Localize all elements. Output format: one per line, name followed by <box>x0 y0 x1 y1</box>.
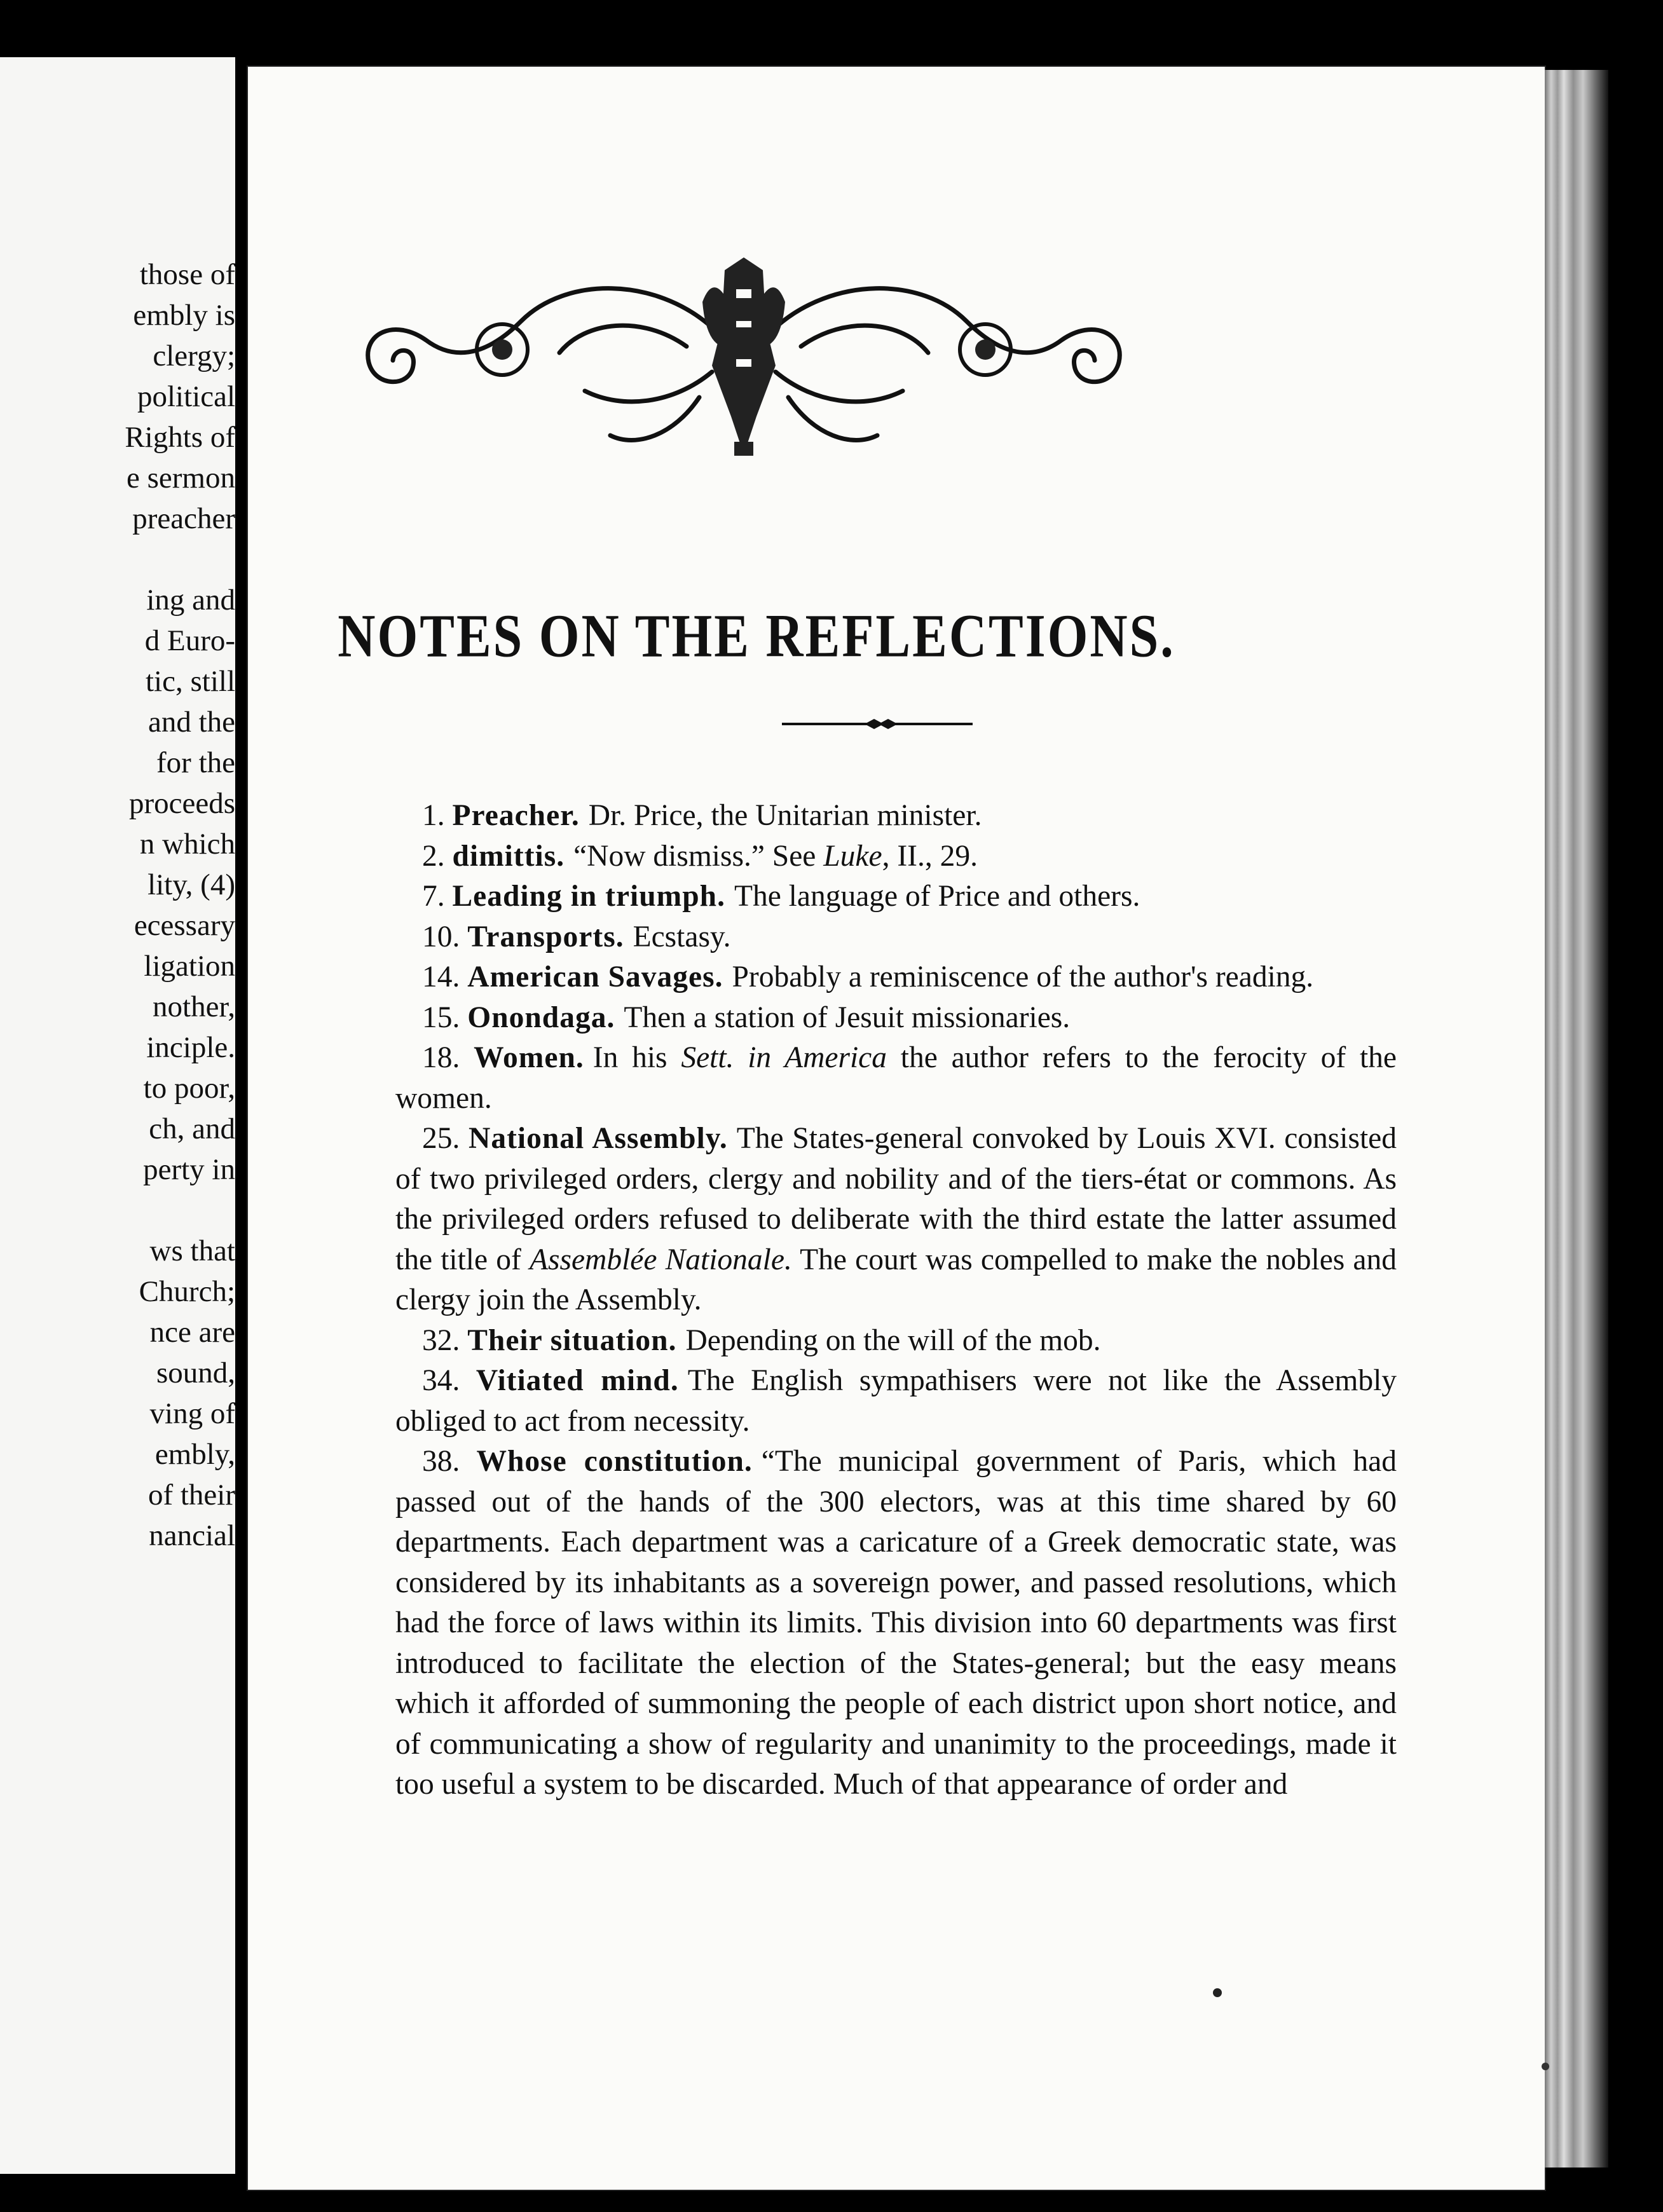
note-text: Probably a reminiscence of the author's reading. <box>732 960 1314 993</box>
note-num: 25. <box>422 1122 460 1155</box>
facing-page-line: embly, <box>154 1438 235 1471</box>
facing-page-line: proceeds <box>128 787 235 820</box>
facing-page-line: of their <box>147 1478 235 1512</box>
note-italic: Assemblée Nationale. <box>529 1243 792 1276</box>
note-term: Whose constitution. <box>476 1445 753 1478</box>
note-entry <box>395 1321 1397 1362</box>
note-text-cont: The court was compelled to make the nobles and clergy join the Assembly. <box>395 1243 1397 1316</box>
page-edge <box>1545 70 1608 2168</box>
facing-page-line: embly is <box>133 299 235 332</box>
note-text-cont: the author refers to the ferocity of the women. <box>395 1041 1397 1115</box>
note-text: The English sympathisers were not like the Assembly obliged to act from necessity. <box>395 1364 1397 1438</box>
note-text: In his <box>592 1041 681 1074</box>
page-title: NOTES ON THE REFLECTIONS. <box>338 601 1175 670</box>
note-term: Their situation. <box>467 1323 677 1357</box>
note-term: American Savages. <box>467 960 723 993</box>
facing-page-line: n which <box>139 828 235 861</box>
note-entry <box>395 836 1397 877</box>
facing-page-line: ligation <box>144 950 235 983</box>
note-text: “Now dismiss.” See <box>573 839 824 873</box>
facing-page-line: for the <box>156 746 235 779</box>
note-entry <box>395 1442 1397 1805</box>
note-num: 15. <box>422 1000 460 1034</box>
note-text-cont: , II., 29. <box>882 839 978 873</box>
facing-page-line: lity, (4) <box>147 868 235 901</box>
facing-page-line: and the <box>147 706 235 739</box>
facing-page-line: inciple. <box>146 1031 235 1064</box>
facing-page-line: Rights of <box>125 421 235 454</box>
note-italic: Luke <box>823 839 882 873</box>
note-num: 10. <box>422 920 460 953</box>
facing-page-line: ch, and <box>149 1112 235 1145</box>
facing-page-line: e sermon <box>127 461 235 495</box>
note-entry <box>395 1119 1397 1321</box>
notes-list <box>395 796 1397 1805</box>
note-text: Dr. Price, the Unitarian minister. <box>588 799 982 832</box>
facing-page-line: perty in <box>143 1153 235 1186</box>
note-entry <box>395 1361 1397 1442</box>
note-term: National Assembly. <box>469 1122 728 1155</box>
note-num: 34. <box>422 1364 460 1397</box>
note-term: Leading in triumph. <box>452 880 725 913</box>
facing-page-line: clergy; <box>153 339 235 372</box>
facing-page-line: those of <box>139 258 235 291</box>
facing-page-line: nancial <box>149 1519 235 1552</box>
facing-page-line: tic, still <box>146 665 235 698</box>
note-entry <box>395 1038 1397 1119</box>
facing-page-line: ing and <box>146 584 235 617</box>
facing-page-line: ving of <box>149 1397 235 1430</box>
note-num: 14. <box>422 960 460 993</box>
note-text: Then a station of Jesuit missionaries. <box>624 1000 1071 1034</box>
note-italic: Sett. in America <box>681 1041 887 1074</box>
facing-page-line: nother, <box>153 990 235 1023</box>
facing-page-line: preacher <box>132 502 235 535</box>
facing-page-line: ws that <box>149 1234 235 1267</box>
note-text: The States-general convoked by Louis XVI. consisted of two privileged orders, clergy and nobility and of the tiers-état or commons. As the privileged orders refused to deliberate with the third estate the latter assumed the title of <box>395 1122 1397 1276</box>
facing-page-line: nce are <box>149 1316 235 1349</box>
note-entry <box>395 917 1397 958</box>
facing-page-line: d Euro- <box>144 624 235 657</box>
facing-page-line: ecessary <box>133 909 235 942</box>
note-entry <box>395 877 1397 917</box>
facing-page-left <box>0 57 235 2174</box>
note-num: 18. <box>422 1041 460 1074</box>
note-entry <box>395 957 1397 998</box>
note-term: Women. <box>474 1041 584 1074</box>
note-entry <box>395 998 1397 1039</box>
note-term: dimittis. <box>452 839 565 873</box>
title-rule <box>782 716 973 732</box>
note-entry <box>395 796 1397 836</box>
facing-page-line: sound, <box>156 1356 235 1389</box>
note-text: “The municipal government of Paris, which had passed out of the hands of the 300 electors, was at this time shared by 60 departments. Each department was a caricature of a Greek democratic state, was considered by its inhabitants as a sovereign power, and passed resolutions, which had the force of laws within its limits. This division into 60 departments was first introduced to facilitate the election of the States-general; but the easy means which it afforded of summoning the people of each district upon short notice, and of communicating a show of regularity and unanimity to the proceedings, made it too useful a system to be discarded. Much of that appearance of order and <box>395 1445 1397 1801</box>
note-num: 38. <box>422 1445 460 1478</box>
ink-spot <box>1542 2063 1549 2070</box>
note-num: 2. <box>422 839 445 873</box>
note-term: Onondaga. <box>467 1000 615 1034</box>
note-term: Preacher. <box>452 799 580 832</box>
note-num: 7. <box>422 880 445 913</box>
note-text: Depending on the will of the mob. <box>685 1323 1101 1357</box>
note-term: Vitiated mind. <box>476 1364 679 1397</box>
note-text: Ecstasy. <box>633 920 731 953</box>
note-text: The language of Price and others. <box>734 880 1140 913</box>
facing-page-line: to poor, <box>143 1072 235 1105</box>
facing-page-line: political <box>137 380 235 413</box>
ornamental-headpiece <box>356 251 1132 461</box>
facing-page-line: Church; <box>139 1275 235 1308</box>
note-term: Transports. <box>467 920 624 953</box>
note-num: 1. <box>422 799 445 832</box>
ink-spot <box>1213 1988 1222 1997</box>
note-num: 32. <box>422 1323 460 1357</box>
